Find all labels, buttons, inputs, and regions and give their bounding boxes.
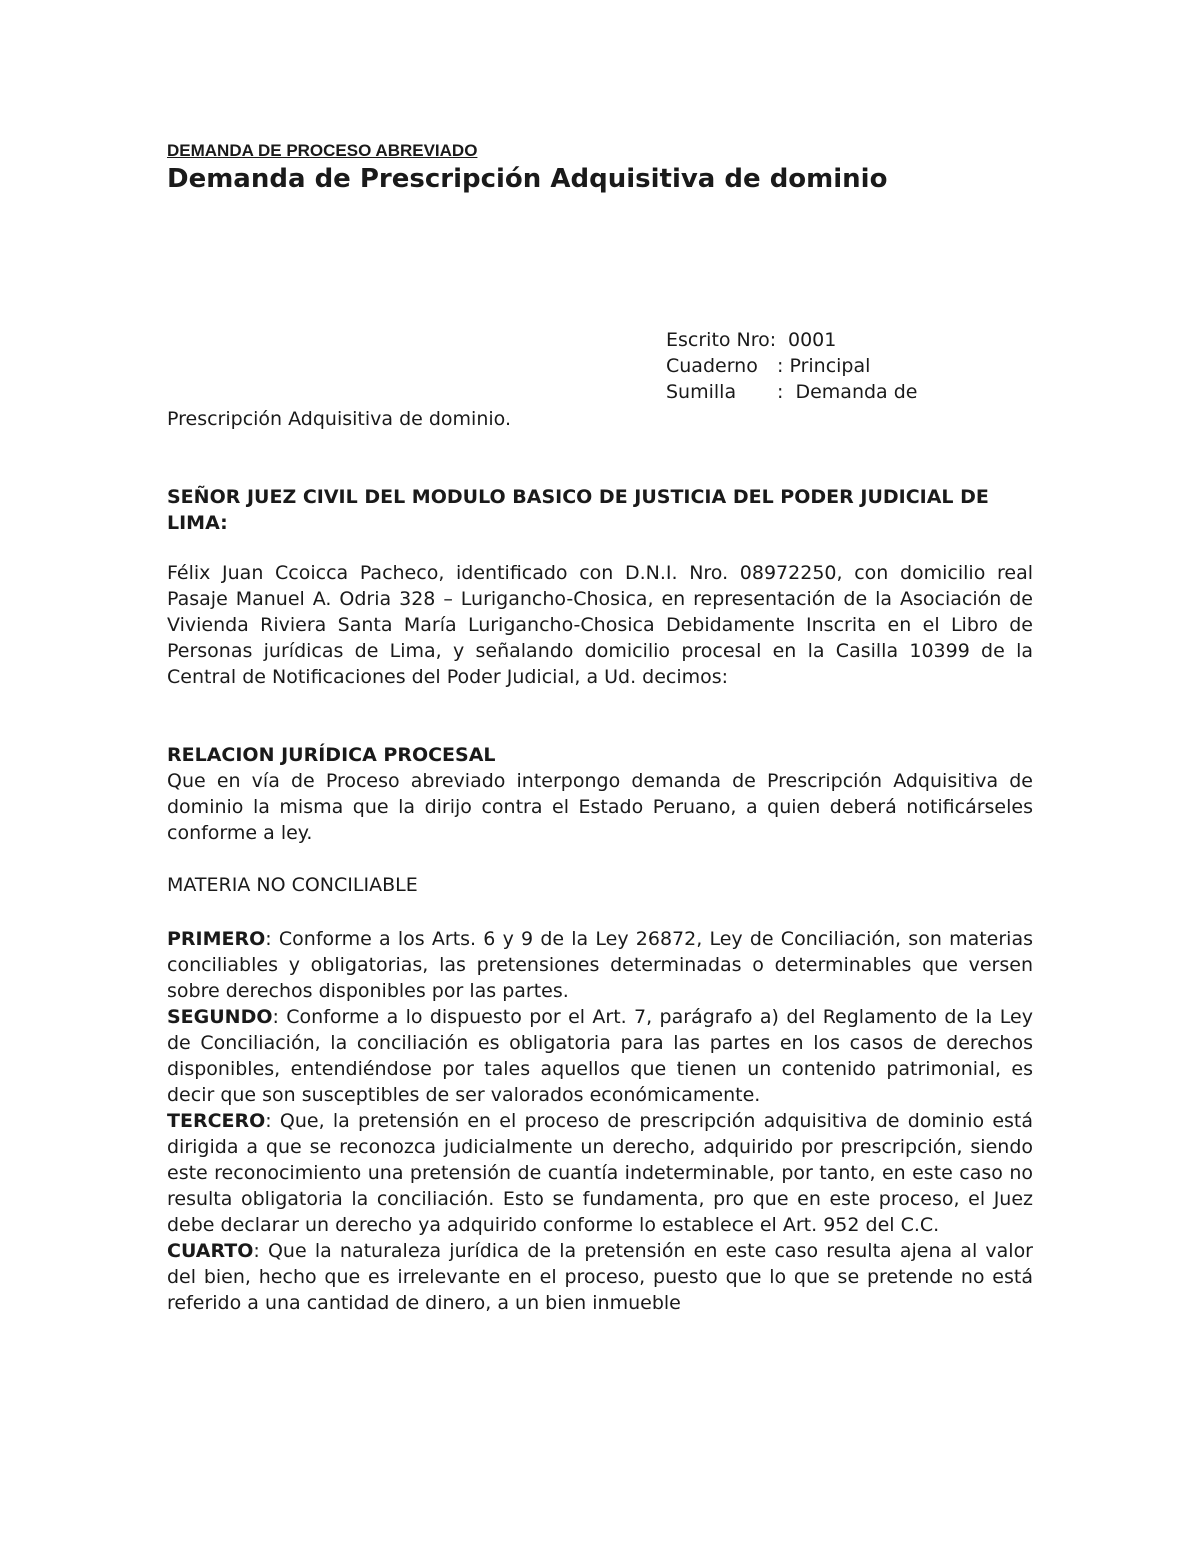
meta-cuaderno-value: : Principal <box>777 355 871 377</box>
clause-text: : Conforme a lo dispuesto por el Art. 7, parágrafo a) del Reglamento de la Ley de Conciliación, la conciliación es obligatoria para las partes en los casos de derechos disponibles, entendiéndose por tales aquellos que tienen un contenido patrimonial, es decir que son susceptibles de ser valorados económicamente. <box>167 1006 1033 1106</box>
clause-label: CUARTO <box>167 1240 254 1262</box>
meta-cuaderno-label: Cuaderno <box>666 355 758 377</box>
clause-text: : Que la naturaleza jurídica de la pretensión en este caso resulta ajena al valor del bien, hecho que es irrelevante en el proceso, puesto que lo que se pretende no está referido a una cantidad de dinero, a un bien inmueble <box>167 1240 1033 1314</box>
document-kicker: DEMANDA DE PROCESO ABREVIADO <box>167 141 478 160</box>
relacion-heading: RELACION JURÍDICA PROCESAL <box>167 744 496 766</box>
document-title: Demanda de Prescripción Adquisitiva de dominio <box>167 164 888 194</box>
meta-sumilla-continuation: Prescripción Adquisitiva de dominio. <box>167 408 511 430</box>
meta-escrito <box>666 327 918 353</box>
clause-label: PRIMERO <box>167 928 266 950</box>
clause-segundo <box>167 1004 1033 1108</box>
clause-text: : Que, la pretensión en el proceso de prescripción adquisitiva de dominio está dirigida a que se reconozca judicialmente un derecho, adquirido por prescripción, siendo este reconocimiento una pretensión de cuantía indeterminable, por tanto, en este caso no resulta obligatoria la conciliación. Esto se fundamenta, pro que en este proceso, el Juez debe declarar un derecho ya adquirido conforme lo establece el Art. 952 del C.C. <box>167 1110 1033 1236</box>
meta-escrito-value: 0001 <box>788 329 837 351</box>
court-address: SEÑOR JUEZ CIVIL DEL MODULO BASICO DE JUSTICIA DEL PODER JUDICIAL DE LIMA: <box>167 486 989 534</box>
filing-meta-block <box>666 327 918 405</box>
meta-cuaderno <box>666 353 918 379</box>
clause-primero <box>167 926 1033 1004</box>
clause-cuarto <box>167 1238 1033 1316</box>
materia-heading: MATERIA NO CONCILIABLE <box>167 874 418 896</box>
meta-sumilla-label: Sumilla <box>666 381 737 403</box>
meta-sumilla-value: : Demanda de <box>777 381 918 403</box>
relacion-body: Que en vía de Proceso abreviado interpongo demanda de Prescripción Adquisitiva de dominio la misma que la dirijo contra el Estado Peruano, a quien deberá notificárseles conforme a ley. <box>167 770 1033 844</box>
meta-sumilla <box>666 379 918 405</box>
clause-text: : Conforme a los Arts. 6 y 9 de la Ley 26872, Ley de Conciliación, son materias conciliables y obligatorias, las pretensiones determinadas o determinables que versen sobre derechos disponibles por las partes. <box>167 928 1033 1002</box>
clause-tercero <box>167 1108 1033 1238</box>
clauses-section <box>167 926 1033 1316</box>
meta-escrito-label: Escrito Nro: <box>666 329 777 351</box>
clause-label: TERCERO <box>167 1110 266 1132</box>
plaintiff-intro: Félix Juan Ccoicca Pacheco, identificado con D.N.I. Nro. 08972250, con domicilio real Pasaje Manuel A. Odria 328 – Lurigancho-Chosica, en representación de la Asociación de Vivienda Riviera Santa María Lurigancho-Chosica Debidamente Inscrita en el Libro de Personas jurídicas de Lima, y señalando domicilio procesal en la Casilla 10399 de la Central de Notificaciones del Poder Judicial, a Ud. decimos: <box>167 562 1033 688</box>
clause-label: SEGUNDO <box>167 1006 273 1028</box>
